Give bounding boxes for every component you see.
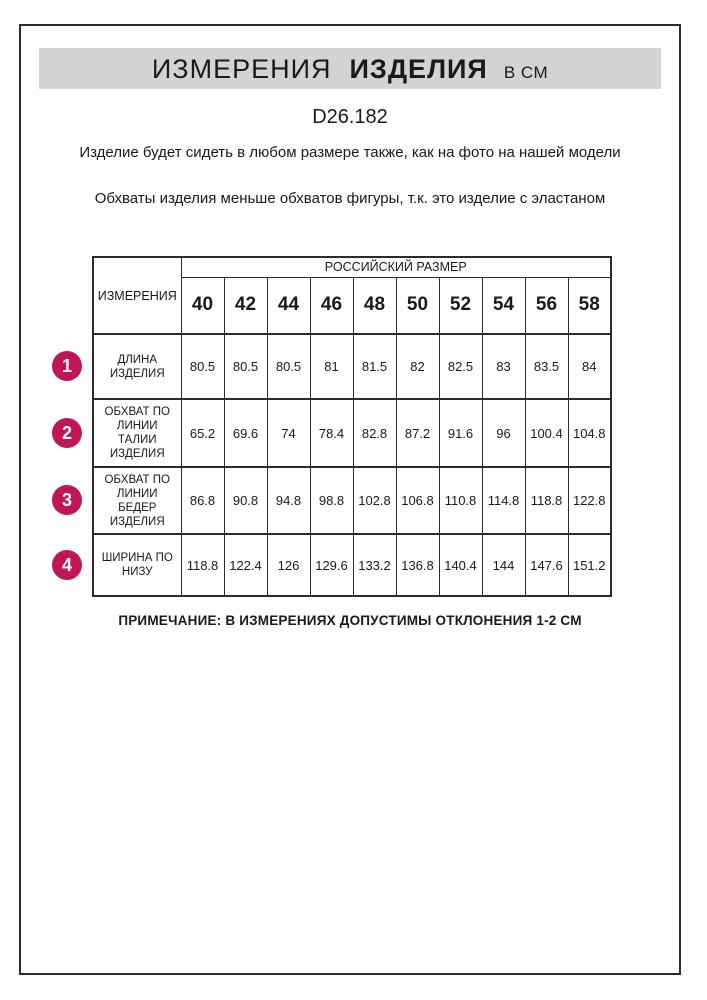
measurement-value-cell: 86.8 — [181, 467, 224, 534]
size-col-header: 54 — [482, 277, 525, 334]
measurement-value-cell: 84 — [568, 334, 611, 399]
measurement-value-cell: 83 — [482, 334, 525, 399]
title-product: ИЗДЕЛИЯ — [349, 54, 488, 84]
size-col-header: 56 — [525, 277, 568, 334]
measurement-value-cell: 104.8 — [568, 399, 611, 467]
row-marker-2: 2 — [52, 418, 82, 448]
measurement-value-cell: 106.8 — [396, 467, 439, 534]
size-col-header: 58 — [568, 277, 611, 334]
row-marker-3: 3 — [52, 485, 82, 515]
measurements-column-header: ИЗМЕРЕНИЯ — [93, 257, 181, 334]
measurement-value-cell: 126 — [267, 534, 310, 596]
size-measurements-table — [92, 256, 612, 597]
measurement-value-cell: 91.6 — [439, 399, 482, 467]
measurement-value-cell: 129.6 — [310, 534, 353, 596]
size-col-header: 52 — [439, 277, 482, 334]
row-marker-4: 4 — [52, 550, 82, 580]
fit-note-paragraph: Изделие будет сидеть в любом размере также, как на фото на нашей модели — [79, 144, 621, 161]
measurement-value-cell: 74 — [267, 399, 310, 467]
size-col-header: 50 — [396, 277, 439, 334]
size-group-header-row — [93, 257, 611, 277]
measurement-value-cell: 114.8 — [482, 467, 525, 534]
measurement-value-cell: 118.8 — [525, 467, 568, 534]
size-col-header: 44 — [267, 277, 310, 334]
measurement-value-cell: 82.5 — [439, 334, 482, 399]
measurement-value-cell: 80.5 — [224, 334, 267, 399]
table-row — [93, 399, 611, 467]
measurement-value-cell: 69.6 — [224, 399, 267, 467]
table-row — [93, 467, 611, 534]
size-col-header: 42 — [224, 277, 267, 334]
measurement-value-cell: 144 — [482, 534, 525, 596]
product-code: D26.182 — [312, 106, 388, 128]
title-measurements: ИЗМЕРЕНИЯ — [151, 54, 332, 84]
table-body — [93, 334, 611, 596]
measurement-value-cell: 65.2 — [181, 399, 224, 467]
row-label: ОБХВАТ ПО ЛИНИИ ТАЛИИ ИЗДЕЛИЯ — [93, 399, 181, 467]
size-chart-document — [21, 48, 679, 995]
row-label: ОБХВАТ ПО ЛИНИИ БЕДЕР ИЗДЕЛИЯ — [93, 467, 181, 534]
row-marker-1: 1 — [52, 351, 82, 381]
row-label: ШИРИНА ПО НИЗУ — [93, 534, 181, 596]
size-col-header: 46 — [310, 277, 353, 334]
table-row — [93, 534, 611, 596]
measurement-value-cell: 140.4 — [439, 534, 482, 596]
row-label: ДЛИНА ИЗДЕЛИЯ — [93, 334, 181, 399]
elastane-note-paragraph: Обхваты изделия меньше обхватов фигуры, т.к. это изделие с эластаном — [94, 190, 606, 207]
measurement-value-cell: 94.8 — [267, 467, 310, 534]
size-col-header: 40 — [181, 277, 224, 334]
measurement-value-cell: 82 — [396, 334, 439, 399]
page-frame — [19, 24, 681, 975]
measurement-value-cell: 133.2 — [353, 534, 396, 596]
measurement-value-cell: 100.4 — [525, 399, 568, 467]
measurement-value-cell: 87.2 — [396, 399, 439, 467]
measurement-value-cell: 80.5 — [267, 334, 310, 399]
measurement-value-cell: 110.8 — [439, 467, 482, 534]
title-band — [39, 48, 661, 89]
tolerance-note: ПРИМЕЧАНИЕ: В ИЗМЕРЕНИЯХ ДОПУСТИМЫ ОТКЛОНЕНИЯ 1-2 СМ — [118, 613, 582, 628]
measurement-value-cell: 136.8 — [396, 534, 439, 596]
table-row — [93, 334, 611, 399]
measurement-value-cell: 81 — [310, 334, 353, 399]
measurement-value-cell: 122.4 — [224, 534, 267, 596]
measurement-value-cell: 118.8 — [181, 534, 224, 596]
measurement-value-cell: 90.8 — [224, 467, 267, 534]
measurement-value-cell: 151.2 — [568, 534, 611, 596]
russian-size-header: РОССИЙСКИЙ РАЗМЕР — [181, 257, 611, 277]
measurement-value-cell: 102.8 — [353, 467, 396, 534]
measurement-value-cell: 147.6 — [525, 534, 568, 596]
measurement-value-cell: 96 — [482, 399, 525, 467]
measurement-value-cell: 83.5 — [525, 334, 568, 399]
title-unit-cm: В СМ — [503, 63, 549, 82]
size-col-header: 48 — [353, 277, 396, 334]
measurement-value-cell: 98.8 — [310, 467, 353, 534]
measurement-value-cell: 81.5 — [353, 334, 396, 399]
measurement-value-cell: 78.4 — [310, 399, 353, 467]
measurement-value-cell: 122.8 — [568, 467, 611, 534]
measurement-value-cell: 82.8 — [353, 399, 396, 467]
measurement-value-cell: 80.5 — [181, 334, 224, 399]
